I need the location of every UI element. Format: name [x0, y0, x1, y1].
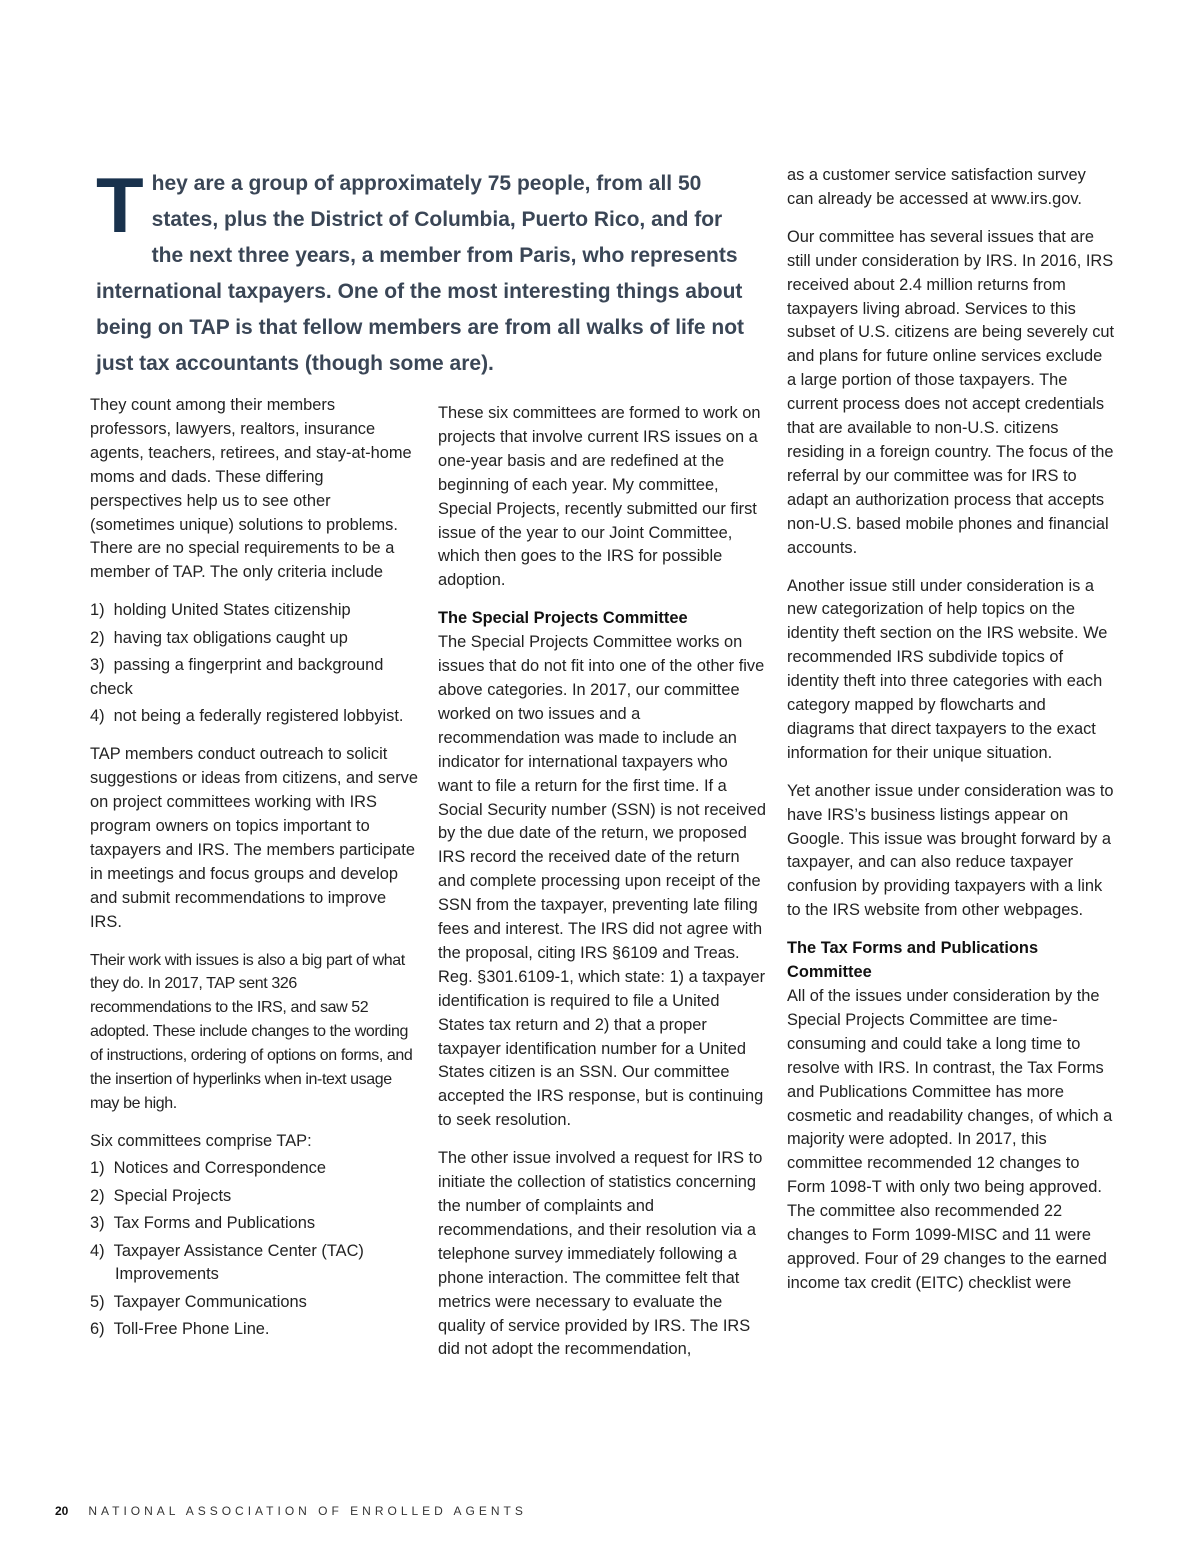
publication-name: NATIONAL ASSOCIATION OF ENROLLED AGENTS [88, 1504, 527, 1518]
telephone-survey-paragraph: The other issue involved a request for IRS to initiate the collection of statistics concerning the number of complaints and recommendations, and their resolution via a telephone survey immediately following a phone interaction. The committee felt that metrics were necessary to evaluate the quality of service provided by IRS. The IRS did not adopt the recommendation, [438, 1149, 763, 1359]
continuation-paragraph: as a customer service satisfaction survey can already be accessed at www.irs.gov. [787, 166, 1086, 208]
section-heading-tax-forms: The Tax Forms and Publications Committee [787, 939, 1039, 982]
committees-paragraph: These six committees are formed to work on projects that involve current IRS issues on a one-year basis and are redefined at the beginning of each year. My committee, Special Projects, recently submitted our first issue of the year to our Joint Committee, which then goes to the IRS for possible adoption. [438, 404, 761, 590]
column-middle [438, 402, 766, 1362]
list-item: 4) Taxpayer Assistance Center (TAC) Improvements [90, 1241, 364, 1284]
lead-text: hey are a group of approximately 75 people, from all 50 states, plus the District of Columbia, Puerto Rico, and for the next three years, a member from Paris, who represents international taxpayers. One of the most interesting things about being on TAP is that fellow members are from all walks of life not just tax accountants (though some are). [96, 172, 745, 375]
column-left [90, 394, 418, 1356]
list-item: 3) Tax Forms and Publications [90, 1214, 316, 1233]
issues-paragraph: Their work with issues is also a big part of what they do. In 2017, TAP sent 326 recommendations to the IRS, and saw 52 adopted. These include changes to the wording of instructions, ordering of options on forms, and the insertion of hyperlinks when in-text usage may be high. [90, 951, 413, 1112]
committees-intro: Six committees comprise TAP: [90, 1131, 312, 1150]
drop-cap: T [96, 161, 144, 249]
list-item: 5) Taxpayer Communications [90, 1292, 307, 1311]
identity-theft-paragraph: Another issue still under consideration is a new categorization of help topics on the identity theft section on the IRS website. We recommended IRS subdivide topics of identity theft into three categories with each category mapped by flowcharts and diagrams that direct taxpayers to the exact information for their unique situation. [787, 576, 1108, 762]
abroad-taxpayers-paragraph: Our committee has several issues that are still under consideration by IRS. In 2016, IRS received about 2.4 million returns from taxpayers living abroad. Services to this subset of U.S. citizens are being severely cut and plans for future online services exclude a large portion of those taxpayers. The current process does not accept credentials that are available to non-U.S. citizens residing in a foreign country. The focus of the referral by our committee was for IRS to adapt an authorization process that accepts non-U.S. based mobile phones and financial accounts. [787, 227, 1115, 557]
page-number: 20 [55, 1504, 69, 1518]
section-heading-special-projects: The Special Projects Committee [438, 609, 688, 628]
list-item: 2) having tax obligations caught up [90, 628, 348, 647]
tax-forms-paragraph: All of the issues under consideration by the Special Projects Committee are time-consuming and could take a long time to resolve with IRS. In contrast, the Tax Forms and Publications Committee has more cosmetic and readability changes, of which a majority were adopted. In 2017, this committee recommended 12 changes to Form 1098-T with only two being approved. The committee also recommended 22 changes to Form 1099-MISC and 11 were approved. Four of 29 changes to the earned income tax credit (EITC) checklist were [787, 987, 1113, 1292]
special-projects-paragraph: The Special Projects Committee works on issues that do not fit into one of the other five above categories. In 2017, our committee worked on two issues and a recommendation was made to include an indicator for international taxpayers who want to file a return for the first time. If a Social Security number (SSN) is not received by the due date of the return, we proposed IRS record the received date of the return and complete processing upon receipt of the SSN from the taxpayer, preventing late filing fees and interest. The IRS did not agree with the proposal, citing IRS §6109 and Treas. Reg. §301.6109-1, which state: 1) a taxpayer identification is required to file a United States tax return and 2) that a proper taxpayer identification number for a United States citizen is an SSN. Our committee accepted the IRS response, but is continuing to seek resolution. [438, 633, 766, 1130]
criteria-list [90, 599, 418, 729]
list-item: 3) passing a fingerprint and background check [90, 656, 384, 698]
column-right [787, 164, 1115, 1296]
list-item: 4) not being a federally registered lobbyist. [90, 707, 404, 726]
google-listings-paragraph: Yet another issue under consideration was to have IRS’s business listings appear on Google. This issue was brought forward by a taxpayer, and can also reduce taxpayer confusion by providing taxpayers with a link to the IRS website from other webpages. [787, 781, 1114, 920]
committees-list [90, 1157, 418, 1342]
page-footer [55, 1502, 527, 1520]
members-paragraph: They count among their members professors, lawyers, realtors, insurance agents, teachers, retirees, and stay-at-home moms and dads. These differing perspectives help us to see other (sometimes unique) solutions to problems. There are no special requirements to be a member of TAP. The only criteria include [90, 396, 412, 582]
lead-paragraph [96, 161, 758, 382]
outreach-paragraph: TAP members conduct outreach to solicit suggestions or ideas from citizens, and serve on project committees working with IRS program owners on topics important to taxpayers and IRS. The members participate in meetings and focus groups and develop and submit recommendations to improve IRS. [90, 745, 418, 931]
list-item: 2) Special Projects [90, 1186, 232, 1205]
list-item: 1) Notices and Correspondence [90, 1159, 326, 1178]
list-item: 1) holding United States citizenship [90, 601, 351, 620]
list-item: 6) Toll-Free Phone Line. [90, 1320, 270, 1339]
